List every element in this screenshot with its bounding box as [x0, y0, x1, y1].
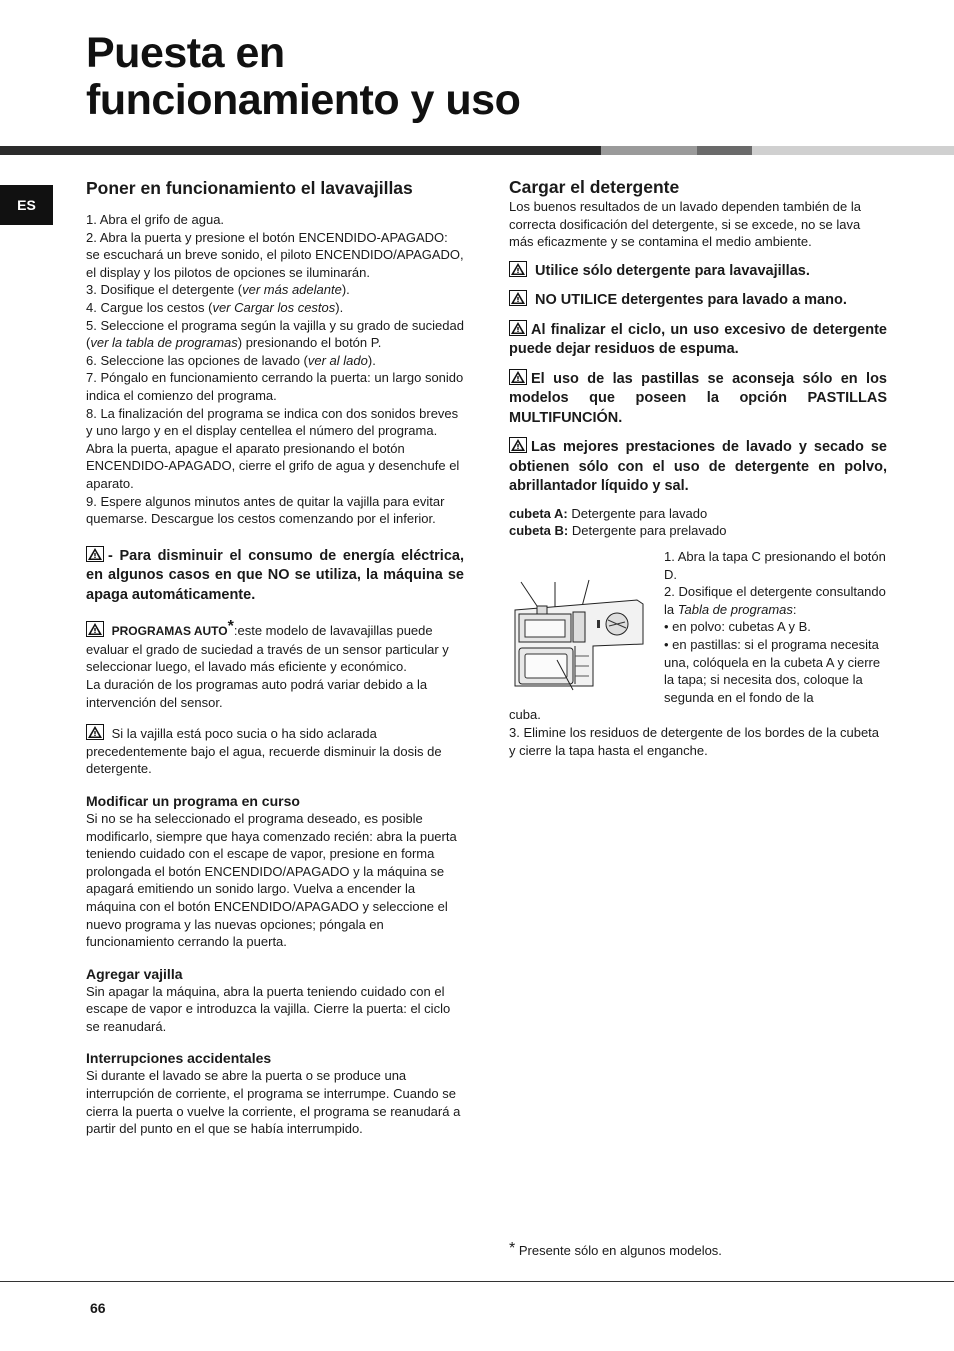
interrupt-heading: Interrupciones accidentales [86, 1050, 272, 1067]
step-3: 3. Dosifique el detergente (ver más adelante). [86, 282, 350, 298]
detergent-intro: Los buenos resultados de un lavado dependen también de la correcta dosificación del detergente, si se excede, no se lava más eficazmente y se contamina el medio ambiente. [509, 199, 861, 250]
warning-icon [86, 546, 104, 562]
section-heading-start: Poner en funcionamiento el lavavajillas [86, 178, 413, 198]
step-2: 2. Abra la puerta y presione el botón ENCENDIDO-APAGADO: se escuchará un breve sonido, el piloto ENCENDIDO/APAGADO, el display y los pilotos de opciones se iluminarán. [86, 229, 464, 280]
instruction-2: 2. Dosifique el detergente consultando la Tabla de programas: [664, 584, 886, 617]
footnote: * Presente sólo en algunos modelos. [509, 1240, 722, 1258]
add-heading: Agregar vajilla [86, 965, 183, 982]
warning-icon [509, 437, 527, 453]
auto-programs-note: PROGRAMAS AUTO*:este modelo de lavavajillas puede evaluar el grado de suciedad a través de un sensor particular y seleccionar luego, el lavado más eficiente y económico. [86, 618, 449, 675]
step-8: 8. La finalización del programa se indica con dos sonidos breves y uno largo y en el display centellea el número del programa. Abra la puerta, apague el aparato presionando el botón ENCENDIDO-APAGADO, cierre el grifo de agua y desenchufe el aparato. [86, 405, 460, 491]
instruction-powder: • en polvo: cubetas A y B. [664, 619, 811, 635]
instruction-3: 3. Elimine los residuos de detergente de los bordes de la cubeta y cierre la tapa hasta el enganche. [509, 724, 880, 758]
right-column [509, 176, 887, 759]
compartment-a: cubeta A: Detergente para lavado [509, 505, 708, 521]
modify-text: Si no se ha seleccionado el programa deseado, es posible modificarlo, siempre que haya comenzado recién: abra la puerta teniendo cuidado con el escape de vapor, presione en forma prolongada el botón ENCENDIDO/APAGADO y la máquina se apagará emitiendo un sonido largo. Vuelva a encender la máquina con el botón ENCENDIDO/APAGADO y seleccione el nuevo programa y las nuevas opciones; póngala en funcionamiento cerrando la puerta. [86, 810, 457, 950]
header-bar-mid [601, 146, 697, 155]
dirty-note: Si la vajilla está poco sucia o ha sido aclarada precedentemente bajo el agua, recuerde disminuir la dosis de detergente. [86, 726, 442, 777]
instruction-tablets: • en pastillas: si el programa necesita una, colóquela en la cubeta A y cierre la tapa; si necesita dos, coloque la segunda en el fondo de la [664, 636, 881, 705]
warning-icon [86, 724, 104, 740]
warning-3: Al finalizar el ciclo, un uso excesivo de detergente puede dejar residuos de espuma. [509, 321, 887, 358]
step-1: 1. Abra el grifo de agua. [86, 212, 225, 227]
interrupt-text: Si durante el lavado se abre la puerta o se produce una interrupción de corriente, el programa se interrumpe. Cuando se cierra la puerta o vuelve la corriente, el programa se reanudará a partir del punto en el que se había interrumpido. [86, 1068, 461, 1137]
warning-icon [509, 369, 527, 385]
warning-icon [509, 290, 527, 306]
auto-duration: La duración de los programas auto podrá variar debido a la intervención del sensor. [86, 676, 428, 710]
left-column [86, 177, 464, 1138]
step-5: 5. Seleccione el programa según la vajilla y su grado de suciedad (ver la tabla de programas) presionando el botón P. [86, 317, 464, 351]
warning-5: Las mejores prestaciones de lavado y secado se obtienen sólo con el uso de detergente en polvo, abrillantador líquido y sal. [509, 439, 887, 495]
header-bar-dark2 [697, 146, 752, 155]
warning-energy: - Para disminuir el consumo de energía eléctrica, en algunos casos en que NO se utiliza, la máquina se apaga automáticamente. [86, 547, 464, 603]
page-title: Puesta en funcionamiento y uso [86, 29, 521, 124]
instruction-1: 1. Abra la tapa C presionando el botón D. [664, 548, 886, 582]
dispenser-block [509, 548, 887, 759]
step-9: 9. Espere algunos minutos antes de quitar la vajilla para evitar quemarse. Descargue los cestos comenzando por el inferior. [86, 493, 445, 527]
warning-4: El uso de las pastillas se aconseja sólo en los modelos que poseen la opción PASTILLAS MULTIFUNCIÓN. [509, 370, 887, 426]
instruction-tablets-end: cuba. [509, 707, 541, 723]
compartment-b: cubeta B: Detergente para prelavado [509, 523, 727, 539]
language-tab: ES [0, 185, 53, 225]
warning-2: NO UTILICE detergentes para lavado a mano. [509, 290, 887, 311]
step-7: 7. Póngalo en funcionamiento cerrando la puerta: un largo sonido indica el comienzo del programa. [86, 370, 464, 403]
header-bar-dark [0, 146, 601, 155]
warning-icon [509, 320, 527, 336]
modify-heading: Modificar un programa en curso [86, 792, 300, 809]
detergent-dispenser-illustration [509, 560, 649, 700]
add-text: Sin apagar la máquina, abra la puerta teniendo cuidado con el escape de vapor e introduzca la vajilla. Cierre la puerta: el ciclo se reanudará. [86, 983, 451, 1034]
section-heading-detergent: Cargar el detergente [509, 177, 680, 197]
header-bar-light [752, 146, 954, 155]
warning-icon [86, 621, 104, 637]
footer-rule [0, 1281, 954, 1282]
page-number: 66 [90, 1300, 106, 1316]
warning-1: Utilice sólo detergente para lavavajillas. [509, 261, 887, 282]
step-4: 4. Cargue los cestos (ver Cargar los cestos). [86, 299, 344, 315]
step-6: 6. Seleccione las opciones de lavado (ver al lado). [86, 352, 376, 368]
warning-icon [509, 261, 527, 277]
